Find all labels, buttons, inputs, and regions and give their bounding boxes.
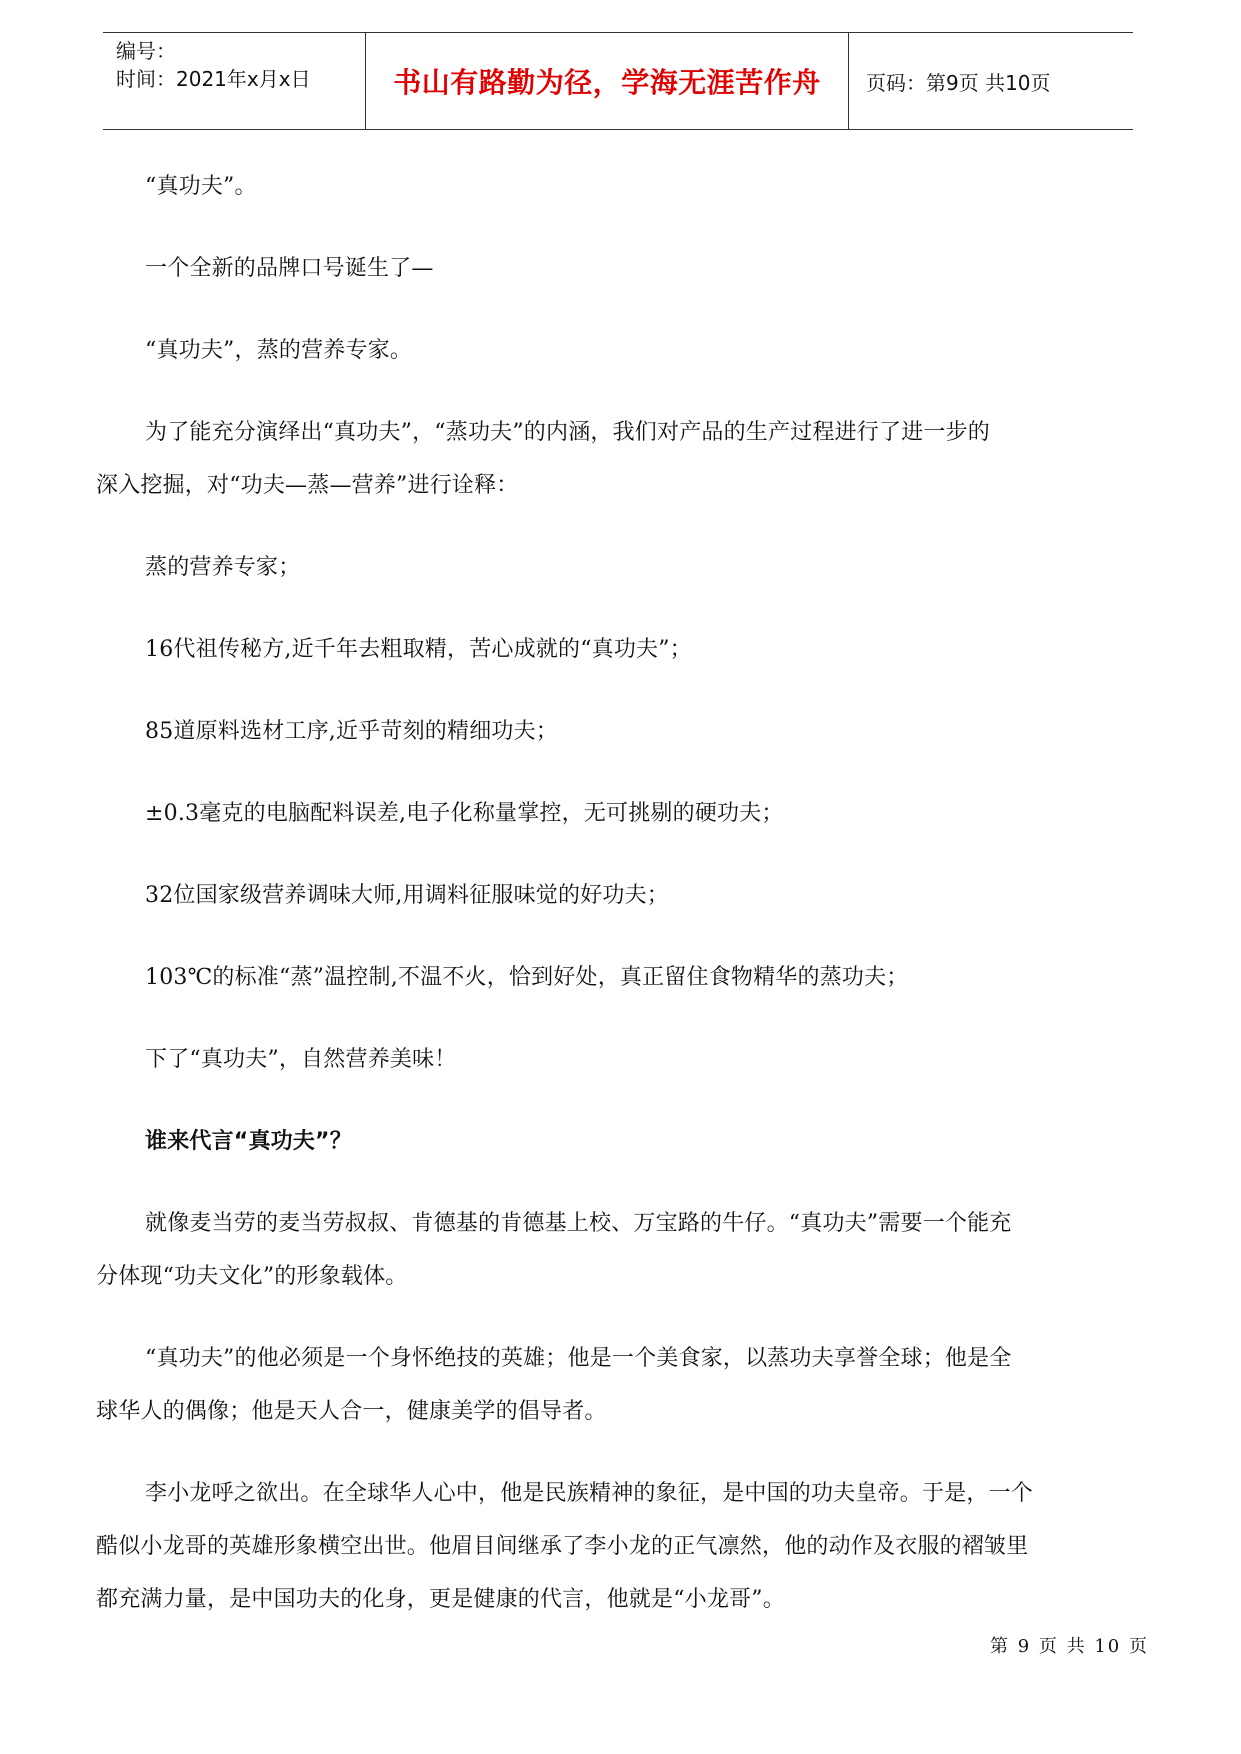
paragraph: 蒸的营养专家； xyxy=(145,555,301,580)
header-page-label: 页码：第9页 共10页 xyxy=(866,70,1051,95)
header-meta xyxy=(103,33,365,129)
paragraph: 85道原料选材工序,近乎苛刻的精细功夫； xyxy=(145,719,558,744)
section-heading: 谁来代言“真功夫”？ xyxy=(145,1129,352,1154)
time-label: 时间：2021年x月x日 xyxy=(116,67,311,91)
paragraph: 32位国家级营养调味大师,用调料征服味觉的好功夫； xyxy=(145,883,669,908)
paragraph-continuation: 都充满力量，是中国功夫的化身，更是健康的代言，他就是“小龙哥”。 xyxy=(96,1587,785,1612)
page-header xyxy=(103,32,1133,130)
paragraph-continuation: 深入挖掘，对“功夫—蒸—营养”进行诠释： xyxy=(96,473,519,498)
paragraph: “真功夫”。 xyxy=(145,174,257,199)
paragraph: 为了能充分演绎出“真功夫”，“蒸功夫”的内涵，我们对产品的生产过程进行了进一步的 xyxy=(145,420,990,445)
paragraph-continuation: 球华人的偶像；他是天人合一，健康美学的倡导者。 xyxy=(96,1399,607,1424)
header-motto: 书山有路勤为径，学海无涯苦作舟 xyxy=(365,33,849,129)
serial-number-label: 编号： xyxy=(116,39,176,63)
paragraph: 103℃的标准“蒸”温控制,不温不火，恰到好处，真正留住食物精华的蒸功夫； xyxy=(145,965,909,990)
paragraph-continuation: 酷似小龙哥的英雄形象横空出世。他眉目间继承了李小龙的正气凛然，他的动作及衣服的褶皱里 xyxy=(96,1534,1029,1559)
paragraph: 就像麦当劳的麦当劳叔叔、肯德基的肯德基上校、万宝路的牛仔。“真功夫”需要一个能充 xyxy=(145,1211,1012,1236)
paragraph: “真功夫”，蒸的营养专家。 xyxy=(145,338,413,363)
paragraph: ±0.3毫克的电脑配料误差,电子化称量掌控，无可挑剔的硬功夫； xyxy=(145,801,784,826)
paragraph: 下了“真功夫”，自然营养美味！ xyxy=(145,1047,457,1072)
paragraph: 16代祖传秘方,近千年去粗取精，苦心成就的“真功夫”； xyxy=(145,637,692,662)
paragraph: 李小龙呼之欲出。在全球华人心中，他是民族精神的象征，是中国的功夫皇帝。于是，一个 xyxy=(145,1481,1034,1506)
paragraph: 一个全新的品牌口号诞生了— xyxy=(145,256,434,281)
paragraph: “真功夫”的他必须是一个身怀绝技的英雄；他是一个美食家，以蒸功夫享誉全球；他是全 xyxy=(145,1346,1012,1371)
page-footer-number: 第 9 页 共 10 页 xyxy=(990,1636,1149,1657)
paragraph-continuation: 分体现“功夫文化”的形象载体。 xyxy=(96,1264,408,1289)
